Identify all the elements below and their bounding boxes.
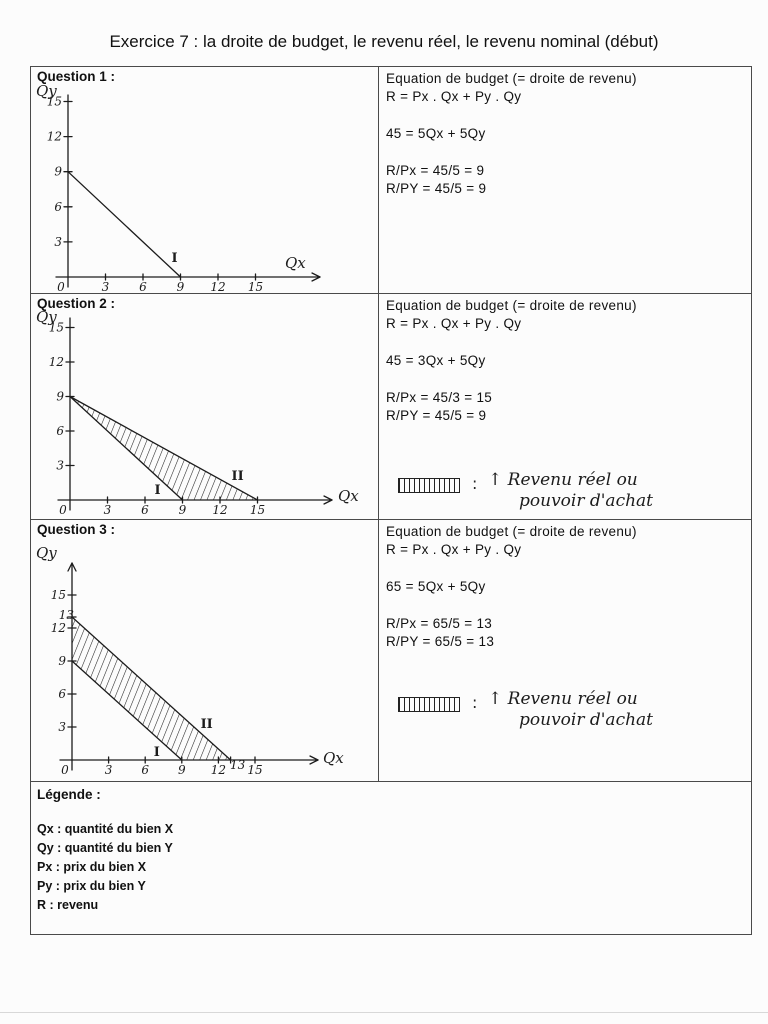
x-tick-label: 3 xyxy=(101,280,110,293)
legend-item: Py : prix du bien Y xyxy=(37,879,146,893)
exercise-table xyxy=(30,66,752,935)
x-tick-label: 0 xyxy=(57,280,65,293)
series-label-II: II xyxy=(200,717,213,732)
ratio-y: R/PY = 65/5 = 13 xyxy=(386,634,495,649)
budget-line-II xyxy=(70,397,258,501)
x-tick-label: 15 xyxy=(247,763,263,777)
y-tick-label: 13 xyxy=(58,608,74,622)
x-tick-label: 12 xyxy=(210,280,226,293)
legend-list xyxy=(37,820,745,915)
y-axis-label: Qy xyxy=(36,544,57,562)
series-label-I: I xyxy=(153,745,160,760)
equation-heading: Equation de budget (= droite de revenu) xyxy=(386,71,637,86)
y-tick-label: 15 xyxy=(46,94,62,109)
legend-row xyxy=(31,781,751,934)
question-3-graph-cell xyxy=(31,520,379,781)
budget-graph-2 xyxy=(31,294,378,519)
scan-edge-line xyxy=(0,1012,768,1013)
y-tick-label: 3 xyxy=(54,234,62,249)
general-equation: R = Px . Qx + Py . Qy xyxy=(386,316,522,331)
budget-equation: 45 = 3Qx + 5Qy xyxy=(386,353,486,368)
general-equation: R = Px . Qx + Py . Qy xyxy=(386,542,522,557)
legend-item: R : revenu xyxy=(37,898,99,912)
question-2-graph-cell xyxy=(31,294,379,519)
hatched-sample-icon xyxy=(398,697,460,712)
y-axis-label: Qy xyxy=(36,308,57,326)
hatch-key-separator: : xyxy=(472,693,478,712)
question-label: Question 2 : xyxy=(37,296,116,311)
hatch-key-line-2: pouvoir d'achat xyxy=(519,710,653,730)
y-tick-label: 12 xyxy=(50,621,66,635)
ratio-x: R/Px = 45/5 = 9 xyxy=(386,163,485,178)
x-tick-label: 3 xyxy=(103,503,112,517)
x-tick-label: 6 xyxy=(141,503,149,517)
series-label-I: I xyxy=(171,251,178,266)
legend-item: Px : prix du bien X xyxy=(37,860,147,874)
y-tick-label: 15 xyxy=(48,320,64,335)
x-tick-label: 9 xyxy=(178,503,187,517)
ratio-x: R/Px = 45/3 = 15 xyxy=(386,390,493,405)
budget-equation: 45 = 5Qx + 5Qy xyxy=(386,126,486,141)
x-tick-label: 0 xyxy=(61,763,69,777)
budget-line-I xyxy=(70,397,183,501)
legend-item: Qy : quantité du bien Y xyxy=(37,841,173,855)
y-tick-label: 6 xyxy=(58,687,66,701)
budget-line-I xyxy=(68,172,181,277)
y-axis-label: Qy xyxy=(36,82,57,100)
x-tick-label: 15 xyxy=(247,280,264,293)
page-title: Exercice 7 : la droite de budget, le revenu réel, le revenu nominal (début) xyxy=(109,32,659,51)
x-tick-label: 12 xyxy=(212,503,228,517)
hatch-key-line-2: pouvoir d'achat xyxy=(519,491,653,511)
general-equation: R = Px . Qx + Py . Qy xyxy=(386,89,522,104)
legend-title: Légende : xyxy=(37,787,101,802)
x-tick-label: 6 xyxy=(139,280,147,293)
equation-heading: Equation de budget (= droite de revenu) xyxy=(386,298,637,313)
question-2-equations xyxy=(379,294,751,519)
y-tick-label: 12 xyxy=(48,355,64,369)
legend-item: Qx : quantité du bien X xyxy=(37,822,174,836)
hatch-key-line-1: ↑ Revenu réel ou xyxy=(488,689,638,709)
x-tick-label: 15 xyxy=(249,503,266,517)
x-axis-label: Qx xyxy=(285,254,306,272)
hatch-key-line-1: ↑ Revenu réel ou xyxy=(488,470,638,490)
y-tick-label: 9 xyxy=(56,389,64,404)
x-tick-label: 9 xyxy=(176,280,185,293)
x-tick-label: 13 xyxy=(229,758,246,772)
series-label-I: I xyxy=(154,483,161,498)
x-tick-label: 6 xyxy=(141,763,150,777)
x-tick-label: 12 xyxy=(210,763,227,777)
question-row-1 xyxy=(31,67,751,293)
hatch-key-separator: : xyxy=(472,474,478,493)
y-tick-label: 15 xyxy=(50,588,66,602)
y-tick-label: 12 xyxy=(46,129,62,144)
question-label: Question 3 : xyxy=(37,522,116,537)
y-tick-label: 3 xyxy=(58,720,66,734)
question-1-equations xyxy=(379,67,751,293)
budget-graph-1 xyxy=(31,67,378,293)
y-tick-label: 9 xyxy=(58,654,66,668)
ratio-y: R/PY = 45/5 = 9 xyxy=(386,408,487,423)
equation-heading: Equation de budget (= droite de revenu) xyxy=(386,524,637,539)
question-row-2 xyxy=(31,293,751,519)
x-tick-label: 9 xyxy=(177,763,186,777)
budget-line-II xyxy=(72,617,231,760)
ratio-x: R/Px = 65/5 = 13 xyxy=(386,616,493,631)
budget-equation: 65 = 5Qx + 5Qy xyxy=(386,579,486,594)
question-label: Question 1 : xyxy=(37,69,116,84)
ratio-y: R/PY = 45/5 = 9 xyxy=(386,181,487,196)
y-tick-label: 3 xyxy=(56,458,64,473)
budget-graph-3 xyxy=(31,520,378,781)
hatch-key xyxy=(398,470,738,518)
x-axis-label: Qx xyxy=(323,749,344,767)
hatch-key xyxy=(398,689,738,737)
question-3-equations xyxy=(379,520,751,781)
question-row-3 xyxy=(31,519,751,781)
legend xyxy=(31,782,751,934)
x-tick-label: 3 xyxy=(104,763,113,777)
y-tick-label: 6 xyxy=(54,199,62,214)
series-label-II: II xyxy=(231,469,244,484)
x-tick-label: 0 xyxy=(59,503,67,517)
hatched-sample-icon xyxy=(398,478,460,493)
y-tick-label: 6 xyxy=(56,424,64,438)
question-1-graph-cell xyxy=(31,67,379,293)
x-axis-label: Qx xyxy=(338,487,359,505)
y-tick-label: 9 xyxy=(54,164,62,179)
